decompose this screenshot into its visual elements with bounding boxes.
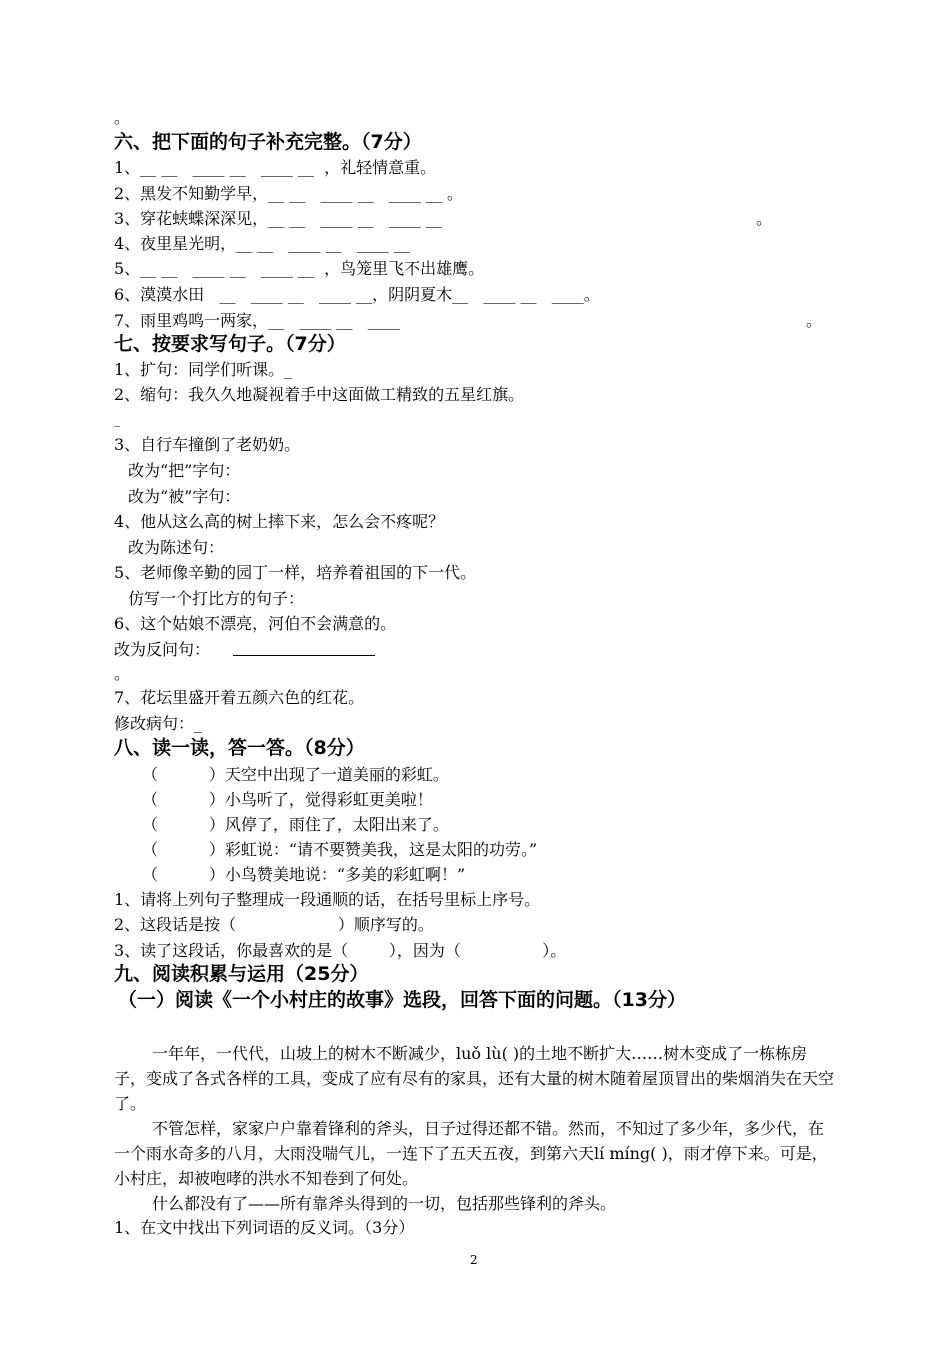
- fill-item-6: 6、漠漠水田 __ ____ __ ____ __，阴阴夏木__ ____ __ ____。: [114, 285, 600, 304]
- passage-paragraph-3: 什么都没有了——所有靠斧头得到的一切，包括那些锋利的斧头。: [152, 1194, 617, 1213]
- fill-item-3-end-period: 。: [756, 209, 773, 228]
- order-sentence-1: （ ）天空中出现了一道美丽的彩虹。: [142, 765, 449, 784]
- sentence-item-6: 6、这个姑娘不漂亮，河伯不会满意的。: [114, 614, 397, 633]
- blank-mark: _: [114, 413, 120, 427]
- answer-underline: [233, 655, 375, 656]
- expand-sentence-item: 1、扩句：同学们听课。_: [114, 360, 293, 379]
- order-sentence-5: （ ）小鸟赞美地说：“多美的彩虹啊！”: [142, 865, 466, 884]
- leftover-period: 。: [114, 108, 131, 127]
- reading-passage-heading: （一）阅读《一个小村庄的故事》选段，回答下面的问题。（13分）: [118, 989, 686, 1011]
- period-line: 。: [114, 664, 131, 683]
- question-8-2: 2、这段话是按（ ）顺序写的。: [114, 915, 434, 934]
- metaphor-prompt: 仿写一个打比方的句子：: [128, 589, 305, 608]
- fill-item-3: 3、穿花蛱蝶深深见，__ __ ____ __ ____ __: [114, 209, 442, 228]
- order-sentence-2: （ ）小鸟听了，觉得彩虹更美啦！: [142, 790, 433, 809]
- ba-sentence-prompt: 改为“把”字句：: [128, 461, 241, 480]
- passage-paragraph-2: 不管怎样，家家户户靠着锋利的斧头，日子过得还都不错。然而，不知过了多少年，多少代，在一个雨水奇多的八月，大雨没喘气儿，一连下了五天五夜，到第六天lí míng( )，雨才停下来。可是，小村庄，却被咆哮的洪水不知卷到了何处。: [114, 1119, 828, 1188]
- fill-item-1: 1、__ __ ____ __ ____ __ ，礼轻情意重。: [114, 158, 437, 177]
- sentence-item-4: 4、他从这么高的树上摔下来，怎么会不疼呢？: [114, 512, 445, 531]
- fill-item-7: 7、雨里鸡鸣一两家，__ ____ __ ____: [114, 311, 400, 330]
- passage-paragraph-1: 一年年，一代代，山坡上的树木不断减少，luǒ lù( )的土地不断扩大……树木变成了一栋栋房子，变成了各式各样的工具，变成了应有尽有的家具，还有大量的树木随着屋顶冒出的柴烟消失在天空了。: [114, 1044, 835, 1113]
- correct-sentence-prompt: 修改病句：_: [114, 714, 203, 733]
- declarative-prompt: 改为陈述句：: [128, 538, 225, 557]
- bei-sentence-prompt: 改为“被”字句：: [128, 487, 241, 506]
- sentence-item-5: 5、老师像辛勤的园丁一样，培养着祖国的下一代。: [114, 563, 477, 582]
- order-sentence-4: （ ）彩虹说：“请不要赞美我，这是太阳的功劳。”: [142, 840, 538, 859]
- section-8-heading: 八、读一读，答一答。（8分）: [114, 737, 365, 759]
- section-6-heading: 六、把下面的句子补充完整。（7分）: [114, 131, 422, 153]
- fill-item-4: 4、夜里星光明，__ __ ____ __ ____ __: [114, 234, 410, 253]
- sentence-item-7: 7、花坛里盛开着五颜六色的红花。: [114, 688, 365, 707]
- question-8-3: 3、读了这段话，你最喜欢的是（ ），因为（ ）。: [114, 941, 567, 960]
- section-9-heading: 九、阅读积累与运用（25分）: [114, 963, 369, 985]
- page-number: 2: [470, 1253, 478, 1267]
- question-9-1: 1、在文中找出下列词语的反义词。（3分）: [114, 1218, 415, 1237]
- rhetorical-question-prompt: 改为反问句：: [114, 640, 211, 659]
- question-8-1: 1、请将上列句子整理成一段通顺的话，在括号里标上序号。: [114, 890, 541, 909]
- sentence-item-3: 3、自行车撞倒了老奶奶。: [114, 435, 301, 454]
- order-sentence-3: （ ）风停了，雨住了，太阳出来了。: [142, 815, 449, 834]
- shorten-sentence-item: 2、缩句：我久久地凝视着手中这面做工精致的五星红旗。: [114, 385, 525, 404]
- fill-item-2: 2、黑发不知勤学早，__ __ ____ __ ____ __ 。: [114, 184, 464, 203]
- fill-item-5: 5、__ __ ____ __ ____ __ ，鸟笼里飞不出雄鹰。: [114, 259, 485, 278]
- fill-item-7-end-period: 。: [806, 311, 823, 330]
- section-7-heading: 七、按要求写句子。（7分）: [114, 333, 346, 355]
